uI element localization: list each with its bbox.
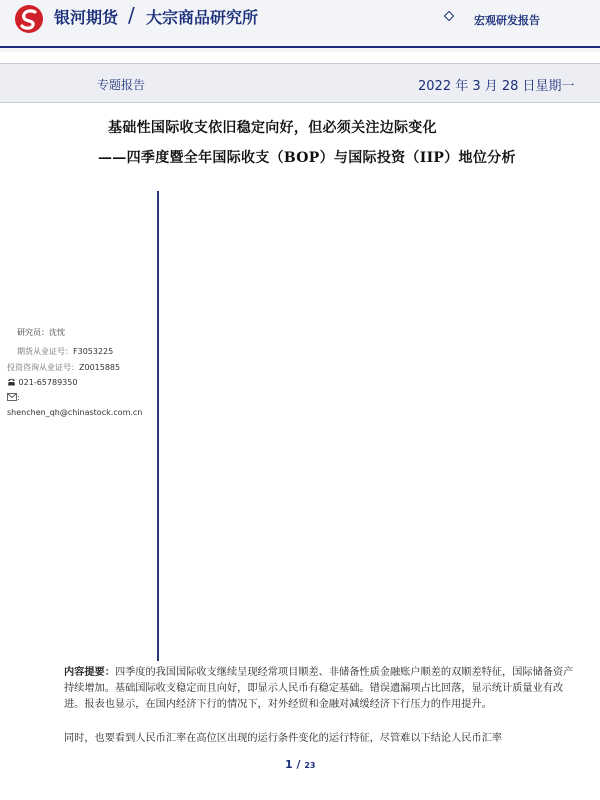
summary-text: 四季度的我国国际收支继续呈现经常项目顺差、非储备性质金融账户顺差的双顺差特征，国际储备资产持续增加。基础国际收支稳定而且向好，即显示人民币有稳定基础。错误遗漏项占比回落，显示统计质量业有改进。报表也显示，在国内经济下行的情况下，对外经贸和金融对减缓经济下行压力的作用提升。 bbox=[64, 667, 574, 710]
phone-number: 021-65789350 bbox=[18, 378, 78, 387]
header-rule bbox=[0, 46, 600, 48]
report-subtitle: ——四季度暨全年国际收支（BOP）与国际投资（IIP）地位分析 bbox=[98, 150, 516, 166]
diamond-icon bbox=[444, 11, 454, 21]
summary-lead: 内容提要： bbox=[64, 667, 115, 678]
summary-paragraph bbox=[64, 665, 574, 713]
body-paragraph: 同时，也要看到人民币汇率在高位区出现的运行条件变化的运行特征，尽管难以下结论人民币汇率 bbox=[64, 733, 503, 744]
report-date: 2022 年 3 月 28 日星期一 bbox=[418, 79, 575, 94]
futures-cert-row bbox=[17, 346, 113, 357]
consult-cert-row bbox=[7, 362, 120, 373]
report-title: 基础性国际收支依旧稳定向好，但必须关注边际变化 bbox=[108, 120, 437, 136]
consult-cert-value: Z0015885 bbox=[79, 363, 121, 372]
phone-row bbox=[7, 378, 77, 387]
page-current: 1 bbox=[285, 758, 293, 771]
galaxy-logo-icon bbox=[14, 4, 44, 34]
brand-name: 银河期货 bbox=[54, 8, 119, 27]
report-category: 专题报告 bbox=[97, 78, 146, 92]
phone-icon bbox=[7, 378, 16, 386]
vertical-divider bbox=[157, 191, 159, 661]
institute-name: 大宗商品研究所 bbox=[146, 8, 259, 27]
mail-row: : bbox=[7, 393, 20, 402]
report-type-label: 宏观研发报告 bbox=[474, 14, 540, 27]
researcher-name: 研究员：沈忱 bbox=[17, 328, 65, 337]
futures-cert-label: 期货从业证号： bbox=[17, 347, 73, 356]
futures-cert-value: F3053225 bbox=[73, 347, 114, 356]
mail-icon bbox=[7, 393, 17, 401]
page-total: 23 bbox=[304, 761, 316, 770]
brand-separator: / bbox=[128, 3, 135, 27]
page-number bbox=[285, 758, 315, 771]
consult-cert-label: 投资咨询从业证号： bbox=[7, 363, 79, 372]
email-address[interactable]: shenchen_qh@chinastock.com.cn bbox=[7, 408, 143, 417]
band-bottom-rule bbox=[0, 102, 600, 103]
page-separator: / bbox=[292, 758, 305, 771]
